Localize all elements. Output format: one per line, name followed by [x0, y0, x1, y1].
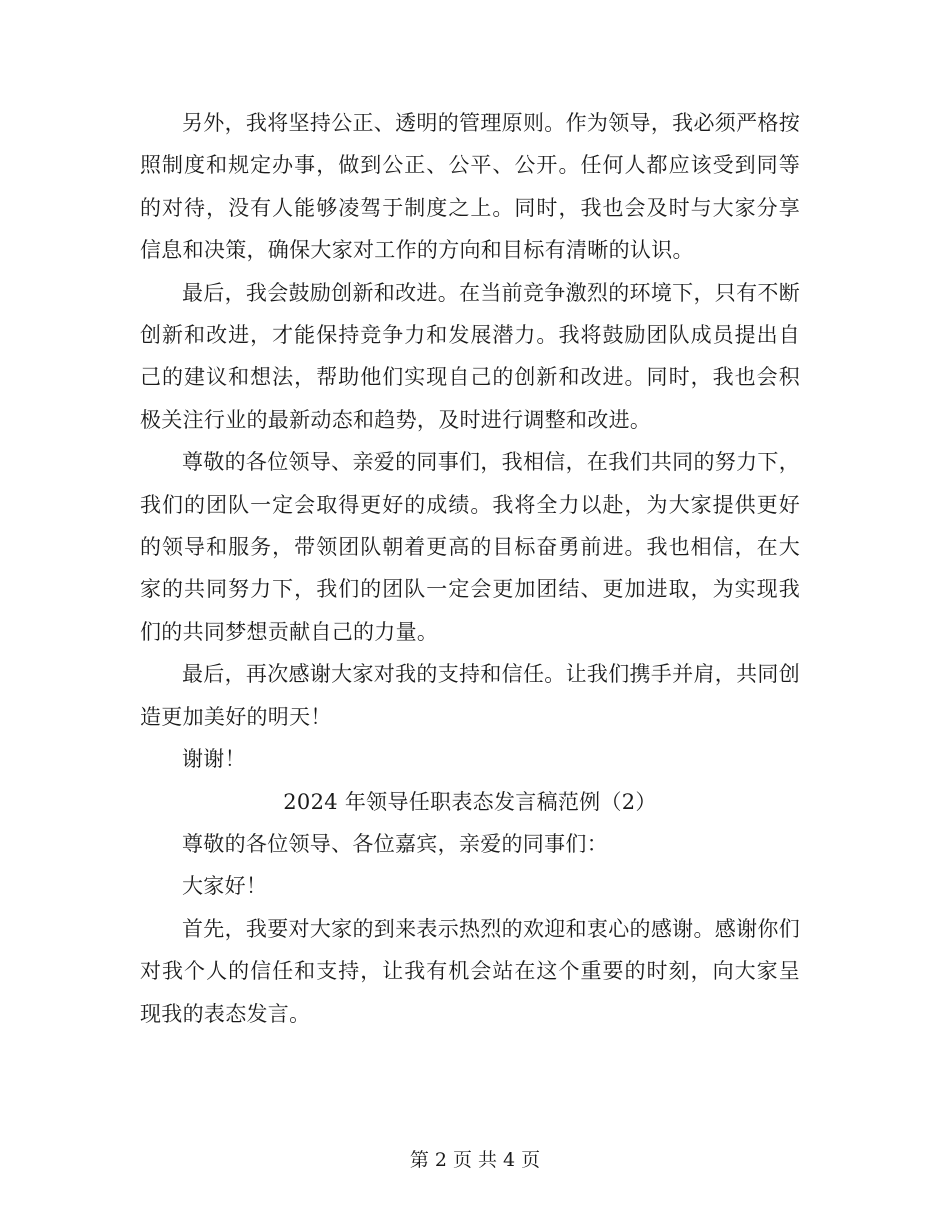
- paragraph-greeting: 大家好！: [182, 874, 268, 899]
- paragraph-innovation: 最后，我会鼓励创新和改进。在当前竞争激烈的环境下，只有不断创新和改进，才能保持竞争力和发展潜力。我将鼓励团队成员提出自己的建议和想法，帮助他们实现自己的创新和改进。同时，我也会积极关注行业的最新动态和趋势，及时进行调整和改进。: [140, 280, 800, 432]
- paragraph-belief: 尊敬的各位领导、亲爱的同事们，我相信，在我们共同的努力下，我们的团队一定会取得更好的成绩。我将全力以赴，为大家提供更好的领导和服务，带领团队朝着更高的目标奋勇前进。我也相信，在大家的共同努力下，我们的团队一定会更加团结、更加进取，为实现我们的共同梦想贡献自己的力量。: [140, 450, 800, 644]
- paragraph-salutation: 尊敬的各位领导、各位嘉宾，亲爱的同事们：: [182, 831, 608, 856]
- page-number: 第 2 页 共 4 页: [409, 1149, 541, 1171]
- paragraph-closing: 谢谢！: [182, 747, 246, 772]
- paragraph-fairness: 另外，我将坚持公正、透明的管理原则。作为领导，我必须严格按照制度和规定办事，做到公正、公平、公开。任何人都应该受到同等的对待，没有人能够凌驾于制度之上。同时，我也会及时与大家分享信息和决策，确保大家对工作的方向和目标有清晰的认识。: [140, 111, 800, 263]
- section-title: 2024 年领导任职表态发言稿范例（2）: [283, 789, 657, 814]
- document-body: [140, 102, 800, 1035]
- paragraph-opening: 首先，我要对大家的到来表示热烈的欢迎和衷心的感谢。感谢你们对我个人的信任和支持，让我有机会站在这个重要的时刻，向大家呈现我的表态发言。: [140, 916, 800, 1026]
- paragraph-thanks: 最后，再次感谢大家对我的支持和信任。让我们携手并肩，共同创造更加美好的明天！: [140, 662, 800, 729]
